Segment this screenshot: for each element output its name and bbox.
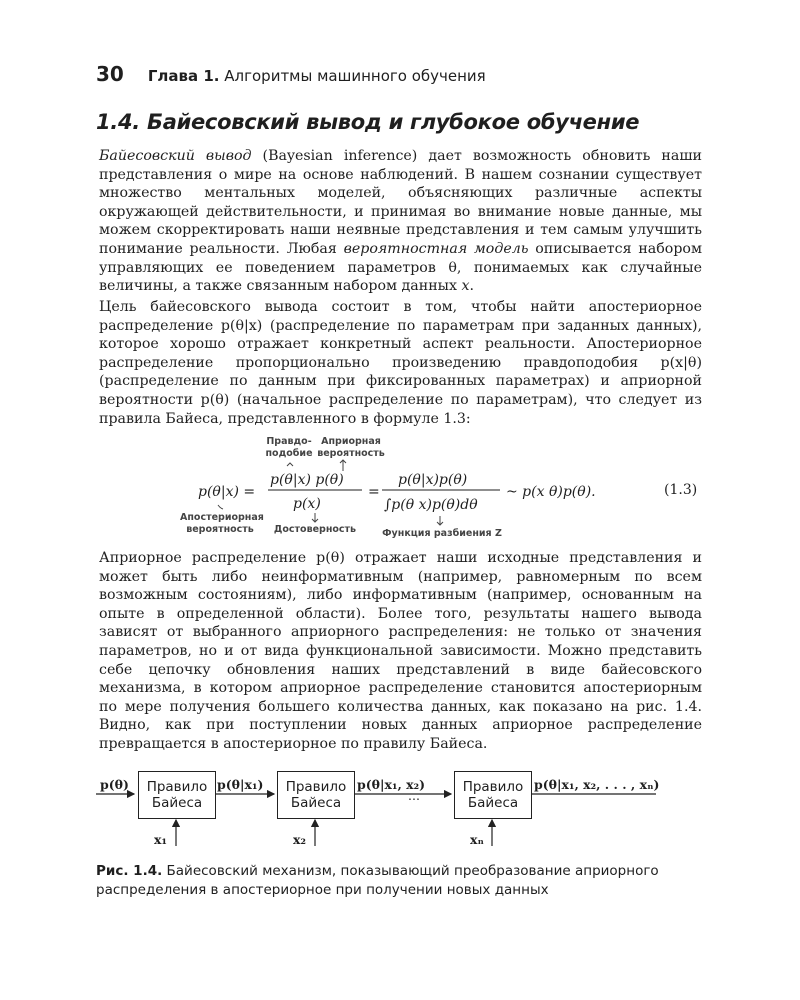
formula-numerator: p(θ|x) p(θ)	[270, 472, 344, 488]
paragraph-intro-text-a: (Bayesian inference) дает возможность обновить наши представления о мире на основе наблюдений. В нашем сознании существует множество ментальных моделей, объясняющих различные аспекты окружающей действительности, и принимая во внимание новые данные, мы можем скорректировать наши неявные представления и тем самым улучшить понимание реальности. Любая	[99, 148, 702, 257]
formula-number: (1.3)	[664, 482, 698, 498]
variable-x: x	[461, 278, 470, 295]
box-bayes-rule-2	[277, 771, 355, 819]
paragraph-intro	[99, 147, 702, 296]
formula-denominator: p(x)	[293, 496, 321, 512]
formula-lhs: p(θ|x) =	[198, 484, 256, 500]
figure-bayes-chain	[96, 766, 706, 862]
term-bayesian-inference: Байесовский вывод	[99, 148, 252, 164]
chapter-title: Алгоритмы машинного обучения	[224, 67, 486, 85]
label-output-1: p(θ|x₁)	[217, 777, 264, 792]
paragraph-intro-text-b: описывается набором управляющих ее поведением параметров θ, понимаемых как случайные величины, а также связанным набором данных	[99, 240, 702, 295]
label-partition-function: Функция разбиения Z	[382, 528, 502, 539]
formula-denominator-2: ∫p(θ x)p(θ)dθ	[384, 497, 478, 513]
formula-rhs: ~ p(x θ)p(θ).	[506, 484, 596, 500]
figure-caption	[96, 862, 706, 900]
box-bayes-rule-1	[138, 771, 216, 819]
label-posterior: Апостериорная вероятность	[180, 512, 264, 535]
label-output-2: p(θ|x₁, x₂)	[357, 777, 426, 792]
box-bayes-rule-n	[454, 771, 532, 819]
bayes-formula	[180, 436, 705, 544]
label-output-n: p(θ|x₁, x₂, . . . , xₙ)	[534, 777, 660, 792]
label-evidence: Достоверность	[273, 524, 357, 535]
running-title	[148, 67, 486, 85]
label-x1: x₁	[154, 832, 167, 847]
figure-caption-label: Рис. 1.4.	[96, 863, 163, 879]
likelihood-pointer	[287, 463, 293, 466]
box-1-label: Правило Байеса	[146, 779, 208, 811]
page-number: 30	[96, 62, 124, 86]
label-xn: xₙ	[470, 832, 484, 847]
label-ellipsis: ...	[408, 788, 420, 803]
term-probabilistic-model: вероятностная модель	[343, 240, 529, 257]
box-2-label: Правило Байеса	[285, 779, 347, 811]
paragraph-goal: Цель байесовского вывода состоит в том, чтобы найти апостериорное распределение p(θ|x) (распределение по параметрам при заданных данных), которое хорошо отражает конкретный аспект реальности. Апостериорное распределение пропорционально произведению правдоподобия p(x|θ) (распределение по данным при фиксированных параметрах) и априорной вероятности p(θ) (начальное распределение по параметрам), что следует из правила Байеса, представленного в формуле 1.3:	[99, 299, 702, 427]
running-header	[96, 62, 486, 86]
posterior-pointer	[218, 505, 223, 509]
formula-equals: =	[368, 484, 380, 500]
box-n-label: Правило Байеса	[462, 779, 524, 811]
section-title: 1.4. Байесовский вывод и глубокое обучение	[96, 110, 640, 134]
chapter-number: Глава 1.	[147, 67, 220, 85]
paragraph-prior: Априорное распределение p(θ) отражает наши исходные представления и может быть либо неинформативным (например, равномерным по всем возможным состояниям), либо информативным (например, основанным на опыте в определенной области). Более того, результаты нашего вывода зависят от выбранного априорного распределения: не только от значения параметров, но и от вида функциональной зависимости. Можно представить себе цепочку обновления наших представлений в виде байесовского механизма, в котором априорное распределение становится апостериорным по мере получения большего количества данных, как показано на рис. 1.4. Видно, как при поступлении новых данных априорное распределение превращается в апостериорное по правилу Байеса.	[99, 550, 702, 752]
label-prior-input: p(θ)	[100, 777, 129, 792]
paragraph-intro-text-c: .	[469, 278, 474, 295]
label-prior: Априорная вероятность	[317, 436, 385, 459]
formula-numerator-2: p(θ|x)p(θ)	[398, 472, 468, 488]
figure-caption-text: Байесовский механизм, показывающий преобразование априорного распределения в апостериорное при получении новых данных	[96, 863, 659, 898]
label-likelihood: Правдо- подобие	[265, 436, 313, 459]
label-x2: x₂	[293, 832, 306, 847]
